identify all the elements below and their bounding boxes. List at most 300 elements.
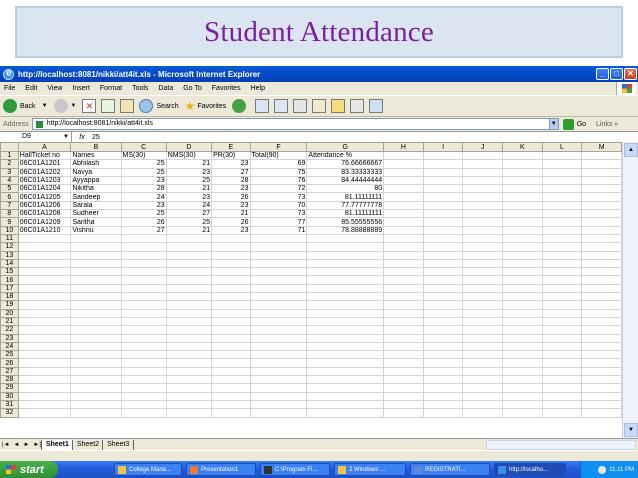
cell[interactable]: [212, 367, 250, 375]
column-header[interactable]: E: [212, 143, 250, 152]
maximize-button[interactable]: □: [610, 68, 623, 80]
cell[interactable]: 84.44444444: [307, 176, 384, 184]
cell[interactable]: [166, 367, 211, 375]
cell[interactable]: [502, 351, 542, 359]
cell[interactable]: [582, 268, 622, 276]
cell[interactable]: [212, 268, 250, 276]
tray-icon[interactable]: [598, 466, 606, 474]
cell[interactable]: [166, 392, 211, 400]
cell[interactable]: [463, 259, 503, 267]
cell[interactable]: [121, 342, 166, 350]
cell[interactable]: [582, 284, 622, 292]
scroll-down-icon[interactable]: ▼: [624, 423, 638, 437]
cell[interactable]: [582, 400, 622, 408]
cell[interactable]: [463, 160, 503, 168]
cell[interactable]: [121, 334, 166, 342]
cell[interactable]: [307, 376, 384, 384]
cell[interactable]: [542, 301, 582, 309]
cell[interactable]: [384, 251, 424, 259]
cell[interactable]: [542, 367, 582, 375]
cell[interactable]: [463, 334, 503, 342]
cell[interactable]: [212, 400, 250, 408]
cell[interactable]: 21: [166, 226, 211, 234]
cell[interactable]: [423, 243, 463, 251]
cell[interactable]: [71, 251, 121, 259]
name-box-dropdown-icon[interactable]: ▼: [63, 134, 69, 140]
cell[interactable]: [212, 243, 250, 251]
cell[interactable]: 69: [250, 160, 307, 168]
tab-sheet3[interactable]: Sheet3: [102, 440, 134, 450]
cell[interactable]: [502, 251, 542, 259]
cell[interactable]: [502, 276, 542, 284]
cell[interactable]: [582, 160, 622, 168]
cell[interactable]: 73: [250, 193, 307, 201]
task-registration[interactable]: [410, 463, 490, 476]
cell[interactable]: [463, 268, 503, 276]
cell[interactable]: [166, 384, 211, 392]
cell[interactable]: [250, 243, 307, 251]
cell[interactable]: [502, 218, 542, 226]
last-sheet-icon[interactable]: ►|: [33, 441, 41, 448]
menu-edit[interactable]: Edit: [25, 85, 38, 92]
select-all-corner[interactable]: [1, 143, 19, 152]
column-header[interactable]: C: [121, 143, 166, 152]
cell[interactable]: [18, 359, 71, 367]
address-input[interactable]: http://localhost:8081/nikki/att4it.xls: [32, 118, 550, 130]
cell[interactable]: 26: [121, 218, 166, 226]
cell[interactable]: [18, 392, 71, 400]
cell[interactable]: [502, 376, 542, 384]
cell[interactable]: 06C01A1202: [18, 168, 71, 176]
cell[interactable]: [166, 400, 211, 408]
cell[interactable]: [166, 234, 211, 242]
cell[interactable]: [166, 293, 211, 301]
address-dropdown-icon[interactable]: ▼: [549, 118, 559, 130]
minimize-button[interactable]: _: [596, 68, 609, 80]
cell[interactable]: [307, 409, 384, 417]
cell[interactable]: [384, 367, 424, 375]
cell[interactable]: [423, 276, 463, 284]
cell[interactable]: [18, 301, 71, 309]
row-header[interactable]: 29: [1, 384, 19, 392]
cell[interactable]: [423, 234, 463, 242]
back-button[interactable]: [3, 99, 36, 113]
cell[interactable]: 06C01A1206: [18, 201, 71, 209]
cell[interactable]: [502, 160, 542, 168]
cell[interactable]: 78.88888889: [307, 226, 384, 234]
cell[interactable]: [502, 384, 542, 392]
cell[interactable]: [502, 334, 542, 342]
cell[interactable]: [121, 326, 166, 334]
cell[interactable]: [463, 193, 503, 201]
cell[interactable]: [384, 276, 424, 284]
cell[interactable]: [384, 284, 424, 292]
cell[interactable]: [121, 376, 166, 384]
cell[interactable]: [463, 384, 503, 392]
cell[interactable]: [423, 185, 463, 193]
cell[interactable]: [542, 176, 582, 184]
cell[interactable]: [423, 376, 463, 384]
cell[interactable]: [250, 268, 307, 276]
cell[interactable]: [423, 168, 463, 176]
cell[interactable]: [166, 243, 211, 251]
cell[interactable]: 23: [121, 201, 166, 209]
task-localhost[interactable]: [494, 463, 566, 476]
cell[interactable]: HallTicket no: [18, 152, 71, 160]
cell[interactable]: 81.11111111: [307, 210, 384, 218]
cell[interactable]: [166, 359, 211, 367]
tab-sheet1[interactable]: Sheet1: [41, 440, 74, 450]
cell[interactable]: 06C01A1210: [18, 226, 71, 234]
cell[interactable]: [423, 384, 463, 392]
cell[interactable]: [542, 376, 582, 384]
cell[interactable]: [582, 334, 622, 342]
cell[interactable]: [212, 342, 250, 350]
cell[interactable]: 25: [166, 218, 211, 226]
refresh-icon[interactable]: [101, 99, 115, 113]
cell[interactable]: [384, 293, 424, 301]
row-header[interactable]: 3: [1, 168, 19, 176]
cell[interactable]: [250, 384, 307, 392]
cell[interactable]: [502, 400, 542, 408]
cell[interactable]: [121, 367, 166, 375]
home-icon[interactable]: [120, 99, 134, 113]
row-header[interactable]: 28: [1, 376, 19, 384]
cell[interactable]: [384, 317, 424, 325]
cell[interactable]: 06C01A1208: [18, 210, 71, 218]
cell[interactable]: [502, 301, 542, 309]
cell[interactable]: [121, 293, 166, 301]
cell[interactable]: [423, 359, 463, 367]
cell[interactable]: [463, 392, 503, 400]
cell[interactable]: 27: [121, 226, 166, 234]
cell[interactable]: [212, 326, 250, 334]
cell[interactable]: [384, 392, 424, 400]
cell[interactable]: [307, 384, 384, 392]
cell[interactable]: [502, 168, 542, 176]
cell[interactable]: [18, 234, 71, 242]
row-header[interactable]: 23: [1, 334, 19, 342]
cell[interactable]: [542, 326, 582, 334]
cell[interactable]: [582, 243, 622, 251]
cell[interactable]: 27: [166, 210, 211, 218]
history-icon[interactable]: [232, 99, 246, 113]
cell[interactable]: [18, 376, 71, 384]
cell[interactable]: [542, 152, 582, 160]
cell[interactable]: [212, 334, 250, 342]
cell[interactable]: [250, 234, 307, 242]
vertical-scrollbar[interactable]: [622, 142, 638, 438]
cell[interactable]: [212, 317, 250, 325]
cell[interactable]: [121, 359, 166, 367]
first-sheet-icon[interactable]: |◄: [2, 441, 10, 448]
cell[interactable]: [582, 309, 622, 317]
cell[interactable]: [18, 342, 71, 350]
cell[interactable]: 24: [166, 201, 211, 209]
row-header[interactable]: 24: [1, 342, 19, 350]
cell[interactable]: [463, 218, 503, 226]
cell[interactable]: [71, 309, 121, 317]
cell[interactable]: 76: [250, 176, 307, 184]
edit-icon[interactable]: [312, 99, 326, 113]
cell[interactable]: [250, 251, 307, 259]
cell[interactable]: [463, 309, 503, 317]
cell[interactable]: 06C01A1204: [18, 185, 71, 193]
cell[interactable]: 21: [166, 160, 211, 168]
cell[interactable]: [166, 342, 211, 350]
cell[interactable]: [502, 176, 542, 184]
row-header[interactable]: 12: [1, 243, 19, 251]
cell[interactable]: [423, 334, 463, 342]
scroll-up-icon[interactable]: ▲: [624, 143, 638, 157]
cell[interactable]: 25: [121, 168, 166, 176]
cell[interactable]: [423, 259, 463, 267]
row-header[interactable]: 14: [1, 259, 19, 267]
cell[interactable]: [423, 268, 463, 276]
menu-goto[interactable]: Go To: [183, 85, 202, 92]
cell[interactable]: [502, 152, 542, 160]
cell[interactable]: [463, 168, 503, 176]
cell[interactable]: 83.33333333: [307, 168, 384, 176]
cell[interactable]: [307, 234, 384, 242]
row-header[interactable]: 30: [1, 392, 19, 400]
column-header[interactable]: D: [166, 143, 211, 152]
cell[interactable]: 76.66666667: [307, 160, 384, 168]
cell[interactable]: [582, 293, 622, 301]
menu-data[interactable]: Data: [158, 85, 174, 92]
window-titlebar[interactable]: [0, 66, 638, 82]
cell[interactable]: [18, 367, 71, 375]
cell[interactable]: [463, 176, 503, 184]
cell[interactable]: [582, 317, 622, 325]
cell[interactable]: [250, 409, 307, 417]
cell[interactable]: PR(30): [212, 152, 250, 160]
cell[interactable]: [542, 185, 582, 193]
cell[interactable]: [18, 243, 71, 251]
cell[interactable]: [502, 326, 542, 334]
cell[interactable]: [502, 342, 542, 350]
cell[interactable]: [542, 234, 582, 242]
cell[interactable]: 75: [250, 168, 307, 176]
cell[interactable]: [71, 376, 121, 384]
cell[interactable]: 26: [212, 193, 250, 201]
cell[interactable]: 72: [250, 185, 307, 193]
cell[interactable]: Abhilash: [71, 160, 121, 168]
cell[interactable]: [18, 293, 71, 301]
cell[interactable]: [250, 359, 307, 367]
cell[interactable]: [582, 409, 622, 417]
cell[interactable]: [582, 226, 622, 234]
cell[interactable]: [18, 351, 71, 359]
cell[interactable]: [502, 367, 542, 375]
cell[interactable]: [121, 409, 166, 417]
cell[interactable]: [212, 234, 250, 242]
cell[interactable]: [250, 342, 307, 350]
cell[interactable]: [121, 259, 166, 267]
cell[interactable]: [423, 326, 463, 334]
cell[interactable]: 23: [121, 176, 166, 184]
cell[interactable]: 28: [121, 185, 166, 193]
cell[interactable]: NMS(30): [166, 152, 211, 160]
cell[interactable]: Sandeep: [71, 193, 121, 201]
cell[interactable]: [71, 276, 121, 284]
cell[interactable]: [463, 326, 503, 334]
column-header[interactable]: J: [463, 143, 503, 152]
cell[interactable]: [71, 301, 121, 309]
cell[interactable]: [307, 342, 384, 350]
cell[interactable]: [18, 384, 71, 392]
column-header[interactable]: A: [18, 143, 71, 152]
cell[interactable]: [423, 201, 463, 209]
cell[interactable]: [307, 359, 384, 367]
cell[interactable]: [502, 409, 542, 417]
go-button[interactable]: [563, 119, 586, 130]
row-header[interactable]: 19: [1, 301, 19, 309]
cell[interactable]: [212, 359, 250, 367]
row-header[interactable]: 5: [1, 185, 19, 193]
horizontal-scrollbar[interactable]: [486, 440, 636, 450]
cell[interactable]: [384, 409, 424, 417]
cell[interactable]: [250, 392, 307, 400]
cell[interactable]: [542, 359, 582, 367]
cell[interactable]: [423, 409, 463, 417]
cell[interactable]: [212, 259, 250, 267]
cell[interactable]: [166, 301, 211, 309]
cell[interactable]: [250, 367, 307, 375]
row-header[interactable]: 10: [1, 226, 19, 234]
column-header[interactable]: K: [502, 143, 542, 152]
prev-sheet-icon[interactable]: ◄: [13, 441, 20, 448]
column-header[interactable]: L: [542, 143, 582, 152]
cell[interactable]: [307, 276, 384, 284]
cell[interactable]: [423, 152, 463, 160]
cell[interactable]: [307, 251, 384, 259]
cell[interactable]: [582, 359, 622, 367]
cell[interactable]: [542, 317, 582, 325]
cell[interactable]: [502, 317, 542, 325]
cell[interactable]: [250, 351, 307, 359]
cell[interactable]: [212, 392, 250, 400]
cell[interactable]: 80: [307, 185, 384, 193]
cell[interactable]: [121, 268, 166, 276]
cell[interactable]: [166, 334, 211, 342]
cell[interactable]: [18, 400, 71, 408]
row-header[interactable]: 26: [1, 359, 19, 367]
cell[interactable]: [71, 334, 121, 342]
cell[interactable]: [463, 342, 503, 350]
cell[interactable]: [463, 276, 503, 284]
row-header[interactable]: 4: [1, 176, 19, 184]
cell[interactable]: [463, 301, 503, 309]
cell[interactable]: [502, 234, 542, 242]
menu-help[interactable]: Help: [250, 85, 265, 92]
cell[interactable]: 85.55555556: [307, 218, 384, 226]
cell[interactable]: [71, 293, 121, 301]
cell[interactable]: [121, 276, 166, 284]
forward-arrow-icon[interactable]: [54, 99, 68, 113]
cell[interactable]: 71: [250, 226, 307, 234]
cell[interactable]: [582, 301, 622, 309]
cell[interactable]: [463, 234, 503, 242]
cell[interactable]: 28: [212, 176, 250, 184]
task-college[interactable]: [114, 463, 182, 476]
cell[interactable]: [502, 193, 542, 201]
cell[interactable]: [502, 243, 542, 251]
cell[interactable]: [166, 251, 211, 259]
cell[interactable]: [71, 400, 121, 408]
menu-view[interactable]: View: [47, 85, 63, 92]
cell[interactable]: 27: [212, 168, 250, 176]
search-button[interactable]: [139, 99, 178, 113]
cell[interactable]: [502, 359, 542, 367]
cell[interactable]: [121, 284, 166, 292]
cell[interactable]: [121, 243, 166, 251]
row-header[interactable]: 13: [1, 251, 19, 259]
cell[interactable]: [71, 326, 121, 334]
cell[interactable]: [423, 251, 463, 259]
cell[interactable]: [423, 309, 463, 317]
row-header[interactable]: 6: [1, 193, 19, 201]
cell[interactable]: 70: [250, 201, 307, 209]
cell[interactable]: 77: [250, 218, 307, 226]
cell[interactable]: [250, 293, 307, 301]
cell[interactable]: [307, 243, 384, 251]
cell[interactable]: [542, 243, 582, 251]
cell[interactable]: [384, 384, 424, 392]
cell[interactable]: [502, 293, 542, 301]
row-header[interactable]: 32: [1, 409, 19, 417]
cell[interactable]: Attendance %: [307, 152, 384, 160]
cell[interactable]: [423, 218, 463, 226]
cell[interactable]: [71, 384, 121, 392]
spreadsheet-grid[interactable]: [0, 142, 622, 438]
cell[interactable]: [423, 301, 463, 309]
cell[interactable]: [307, 259, 384, 267]
cell[interactable]: [71, 359, 121, 367]
cell[interactable]: [582, 152, 622, 160]
cell[interactable]: [463, 400, 503, 408]
cell[interactable]: [582, 392, 622, 400]
column-header[interactable]: H: [384, 143, 424, 152]
cell[interactable]: [307, 326, 384, 334]
start-button[interactable]: [0, 461, 58, 478]
cell[interactable]: [542, 259, 582, 267]
cell[interactable]: [166, 268, 211, 276]
row-header[interactable]: 8: [1, 210, 19, 218]
cell[interactable]: [463, 293, 503, 301]
cell[interactable]: [166, 326, 211, 334]
cell[interactable]: [71, 243, 121, 251]
cell[interactable]: [307, 317, 384, 325]
row-header[interactable]: 11: [1, 234, 19, 242]
cell[interactable]: [250, 301, 307, 309]
cell[interactable]: [542, 284, 582, 292]
cell[interactable]: [582, 326, 622, 334]
menu-insert[interactable]: Insert: [72, 85, 90, 92]
cell[interactable]: [423, 317, 463, 325]
row-header[interactable]: 21: [1, 317, 19, 325]
cell[interactable]: Ayyappa: [71, 176, 121, 184]
cell[interactable]: [582, 259, 622, 267]
row-header[interactable]: 20: [1, 309, 19, 317]
excel-tools-icon[interactable]: [255, 99, 269, 113]
cell[interactable]: [250, 309, 307, 317]
cell[interactable]: [71, 392, 121, 400]
cell[interactable]: [384, 226, 424, 234]
cell[interactable]: [71, 284, 121, 292]
cell[interactable]: 23: [212, 160, 250, 168]
cell[interactable]: [542, 392, 582, 400]
